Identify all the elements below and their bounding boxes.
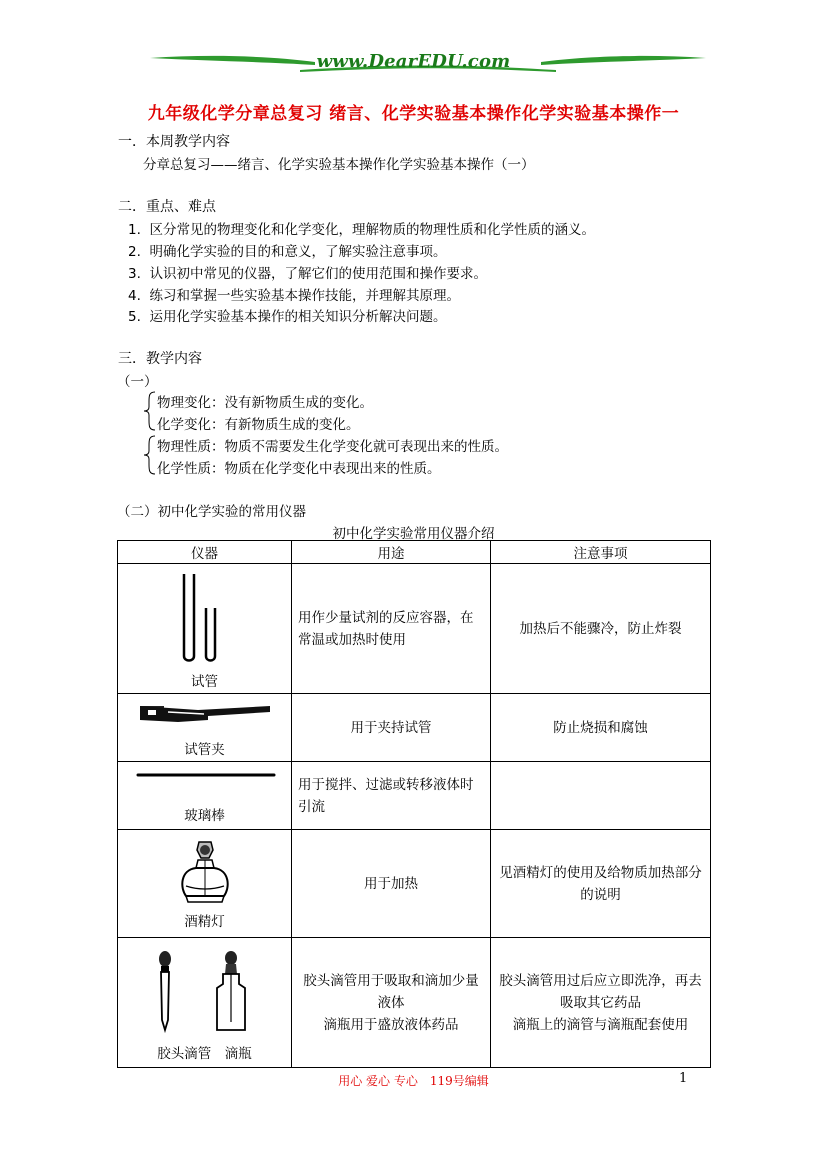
footer-text: 用心 爱心 专心 119号编辑 [338, 1074, 489, 1088]
site-logo-text[interactable]: www.DearEDU.com [316, 51, 511, 72]
list-item: 1. 区分常见的物理变化和化学变化，理解物质的物理性质和化学性质的涵义。 [128, 222, 595, 238]
use-cell: 用作少量试剂的反应容器，在常温或加热时使用 [292, 564, 491, 694]
column-header-instrument: 仪器 [118, 541, 292, 564]
table-row [118, 830, 711, 938]
table-row [118, 938, 711, 1068]
instrument-cell [118, 564, 292, 694]
test-tube-clamp-icon [138, 700, 274, 728]
table-row [118, 762, 711, 830]
page-number: 1 [679, 1071, 688, 1086]
subsection2-label: （二）初中化学实验的常用仪器 [117, 504, 306, 520]
subsection1-label: （一） [117, 374, 158, 390]
instrument-name: 试管夹 [184, 742, 225, 758]
use-cell: 用于夹持试管 [292, 694, 491, 762]
instrument-cell [118, 762, 292, 830]
instrument-name: 试管 [191, 674, 218, 690]
section2-heading: 二．重点、难点 [118, 199, 216, 215]
use-cell: 胶头滴管用于吸取和滴加少量液体 滴瓶用于盛放液体药品 [292, 938, 491, 1068]
section1-content: 分章总复习——绪言、化学实验基本操作化学实验基本操作（一） [143, 157, 535, 173]
notes-cell: 防止烧损和腐蚀 [491, 694, 711, 762]
instrument-name: 玻璃棒 [184, 808, 225, 824]
table-row [118, 564, 711, 694]
list-item: 2. 明确化学实验的目的和意义，了解实验注意事项。 [128, 244, 447, 260]
column-header-use: 用途 [292, 541, 491, 564]
table-caption: 初中化学实验常用仪器介绍 [332, 526, 495, 542]
instrument-cell [118, 938, 292, 1068]
glass-rod-icon [136, 770, 276, 780]
notes-cell: 胶头滴管用过后应立即洗净，再去吸取其它药品 滴瓶上的滴管与滴瓶配套使用 [491, 938, 711, 1068]
concept-physical-property: 物理性质：物质不需要发生化学变化就可表现出来的性质。 [157, 439, 508, 455]
notes-cell: 加热后不能骤冷，防止炸裂 [491, 564, 711, 694]
use-cell: 用于加热 [292, 830, 491, 938]
list-item: 3. 认识初中常见的仪器，了解它们的使用范围和操作要求。 [128, 266, 487, 282]
column-header-notes: 注意事项 [491, 541, 711, 564]
concept-physical-change: 物理变化：没有新物质生成的变化。 [157, 395, 373, 411]
list-item: 4. 练习和掌握一些实验基本操作技能，并理解其原理。 [128, 288, 460, 304]
alcohol-lamp-icon [178, 838, 232, 904]
use-cell: 用于搅拌、过滤或转移液体时引流 [292, 762, 491, 830]
brace-icon [143, 390, 157, 432]
instrument-name: 酒精灯 [184, 914, 225, 930]
instrument-cell [118, 694, 292, 762]
instrument-name: 胶头滴管 滴瓶 [157, 1046, 252, 1062]
concept-chemical-property: 化学性质：物质在化学变化中表现出来的性质。 [157, 461, 441, 477]
document-title: 九年级化学分章总复习 绪言、化学实验基本操作化学实验基本操作一 [147, 104, 680, 124]
test-tube-icon [176, 572, 226, 664]
list-item: 5. 运用化学实验基本操作的相关知识分析解决问题。 [128, 309, 447, 325]
instruments-table [117, 540, 711, 1068]
notes-cell [491, 762, 711, 830]
concept-chemical-change: 化学变化：有新物质生成的变化。 [157, 417, 360, 433]
table-header-row [118, 541, 711, 564]
notes-cell: 见酒精灯的使用及给物质加热部分的说明 [491, 830, 711, 938]
table-row [118, 694, 711, 762]
dropper-bottle-icon [214, 950, 248, 1034]
section3-heading: 三．教学内容 [118, 351, 202, 367]
dropper-icon [152, 950, 182, 1034]
section1-heading: 一．本周教学内容 [118, 134, 230, 150]
instrument-cell [118, 830, 292, 938]
brace-icon [143, 434, 157, 476]
